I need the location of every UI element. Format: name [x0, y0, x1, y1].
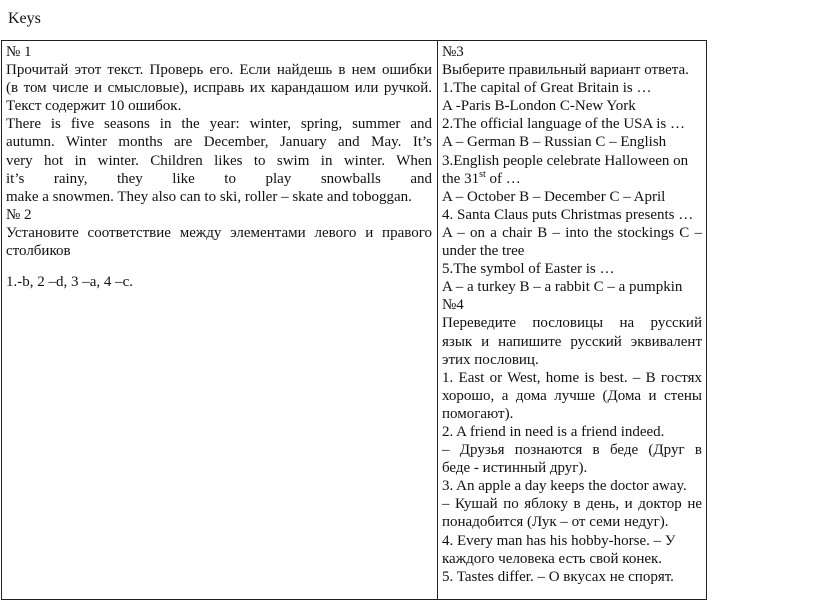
proverb-4-line: 4. Every man has his hobby-horse. – У: [442, 532, 676, 549]
task3-answers-4-continued: under the tree: [442, 243, 525, 260]
task3-question-5: 5.The symbol of Easter is …: [442, 261, 615, 278]
proverb-4-line: каждого человека есть свой конек.: [442, 550, 663, 567]
task2-answer: 1.-b, 2 –d, 3 –a, 4 –c.: [6, 274, 134, 291]
task3-question-2: 2.The official language of the USA is …: [442, 116, 686, 133]
proverb-2-line: – Друзья познаются в беде (Друг в: [442, 442, 702, 459]
task1-text-line: it’s rainy, they like to play snowballs and: [6, 170, 432, 187]
task3-question-4: 4. Santa Claus puts Christmas presents …: [442, 206, 694, 223]
task1-heading: № 1: [6, 44, 32, 60]
left-column: [2, 41, 438, 599]
task1-instruction-line: Текст содержит 10 ошибок.: [6, 98, 182, 115]
q3-text: the 31: [442, 170, 480, 187]
task2-heading: № 2: [6, 206, 32, 223]
ordinal-suffix: st: [479, 168, 486, 180]
answer-key-table: [1, 40, 707, 600]
task2-instruction-line: столбиков: [6, 243, 71, 260]
proverb-3-line: 3. An apple a day keeps the doctor away.: [442, 478, 687, 495]
task3-instruction: Выберите правильный вариант ответа.: [442, 62, 689, 79]
spacer: [6, 260, 432, 273]
proverb-1-line: 1. East or West, home is best. – В гостях: [442, 369, 702, 386]
task3-answers-5: A – a turkey B – a rabbit C – a pumpkin: [442, 279, 683, 296]
proverb-1-line: помогают).: [442, 405, 514, 422]
task1-text-line: very hot in winter. Children likes to swim in winter. When: [6, 152, 432, 169]
proverb-2-line: 2. A friend in need is a friend indeed.: [442, 423, 665, 440]
document-title: Keys: [8, 10, 41, 27]
task3-question-3-continued: [442, 170, 702, 188]
task1-text-line: There is five seasons in the year: winter, spring, summer and: [6, 116, 432, 133]
task1-text-line: make a snowmen. They also can to ski, roller – skate and toboggan.: [6, 188, 412, 205]
task3-answers-2: A – German B – Russian C – English: [442, 134, 667, 151]
task1-instruction-line: (в том числе и смысловые), исправь их карандашом или ручкой.: [6, 80, 432, 97]
task3-answers-3: A – October B – December C – April: [442, 188, 666, 205]
proverb-5-line: 5. Tastes differ. – О вкусах не спорят.: [442, 568, 674, 585]
task1-instruction-line: Прочитай этот текст. Проверь его. Если найдешь в нем ошибки: [6, 62, 432, 79]
task3-question-1: 1.The capital of Great Britain is …: [442, 80, 652, 97]
proverb-1-line: хорошо, а дома лучше (Дома и стены: [442, 387, 702, 404]
task4-heading: №4: [442, 297, 464, 314]
task3-answers-4: A – on a chair B – into the stockings C –: [442, 224, 702, 241]
task2-instruction-line: Установите соответствие между элементами левого и правого: [6, 224, 432, 241]
proverb-2-line: беде - истинный друг).: [442, 460, 588, 477]
q3-text-end: of …: [485, 170, 521, 187]
task1-text-line: autumn. Winter months are December, January and May. It’s: [6, 134, 432, 151]
task4-instruction-line: Переведите пословицы на русский: [442, 315, 702, 332]
task4-instruction-line: этих пословиц.: [442, 351, 539, 368]
task4-instruction-line: язык и напишите русский эквивалент: [442, 333, 702, 350]
right-column: [438, 41, 706, 599]
proverb-3-line: понадобится (Лук – от семи недуг).: [442, 514, 669, 531]
proverb-3-line: – Кушай по яблоку в день, и доктор не: [442, 496, 702, 513]
task3-answers-1: A -Paris B-London C-New York: [442, 98, 636, 115]
task3-heading: №3: [442, 44, 464, 60]
task3-question-3: 3.English people celebrate Halloween on: [442, 152, 689, 169]
